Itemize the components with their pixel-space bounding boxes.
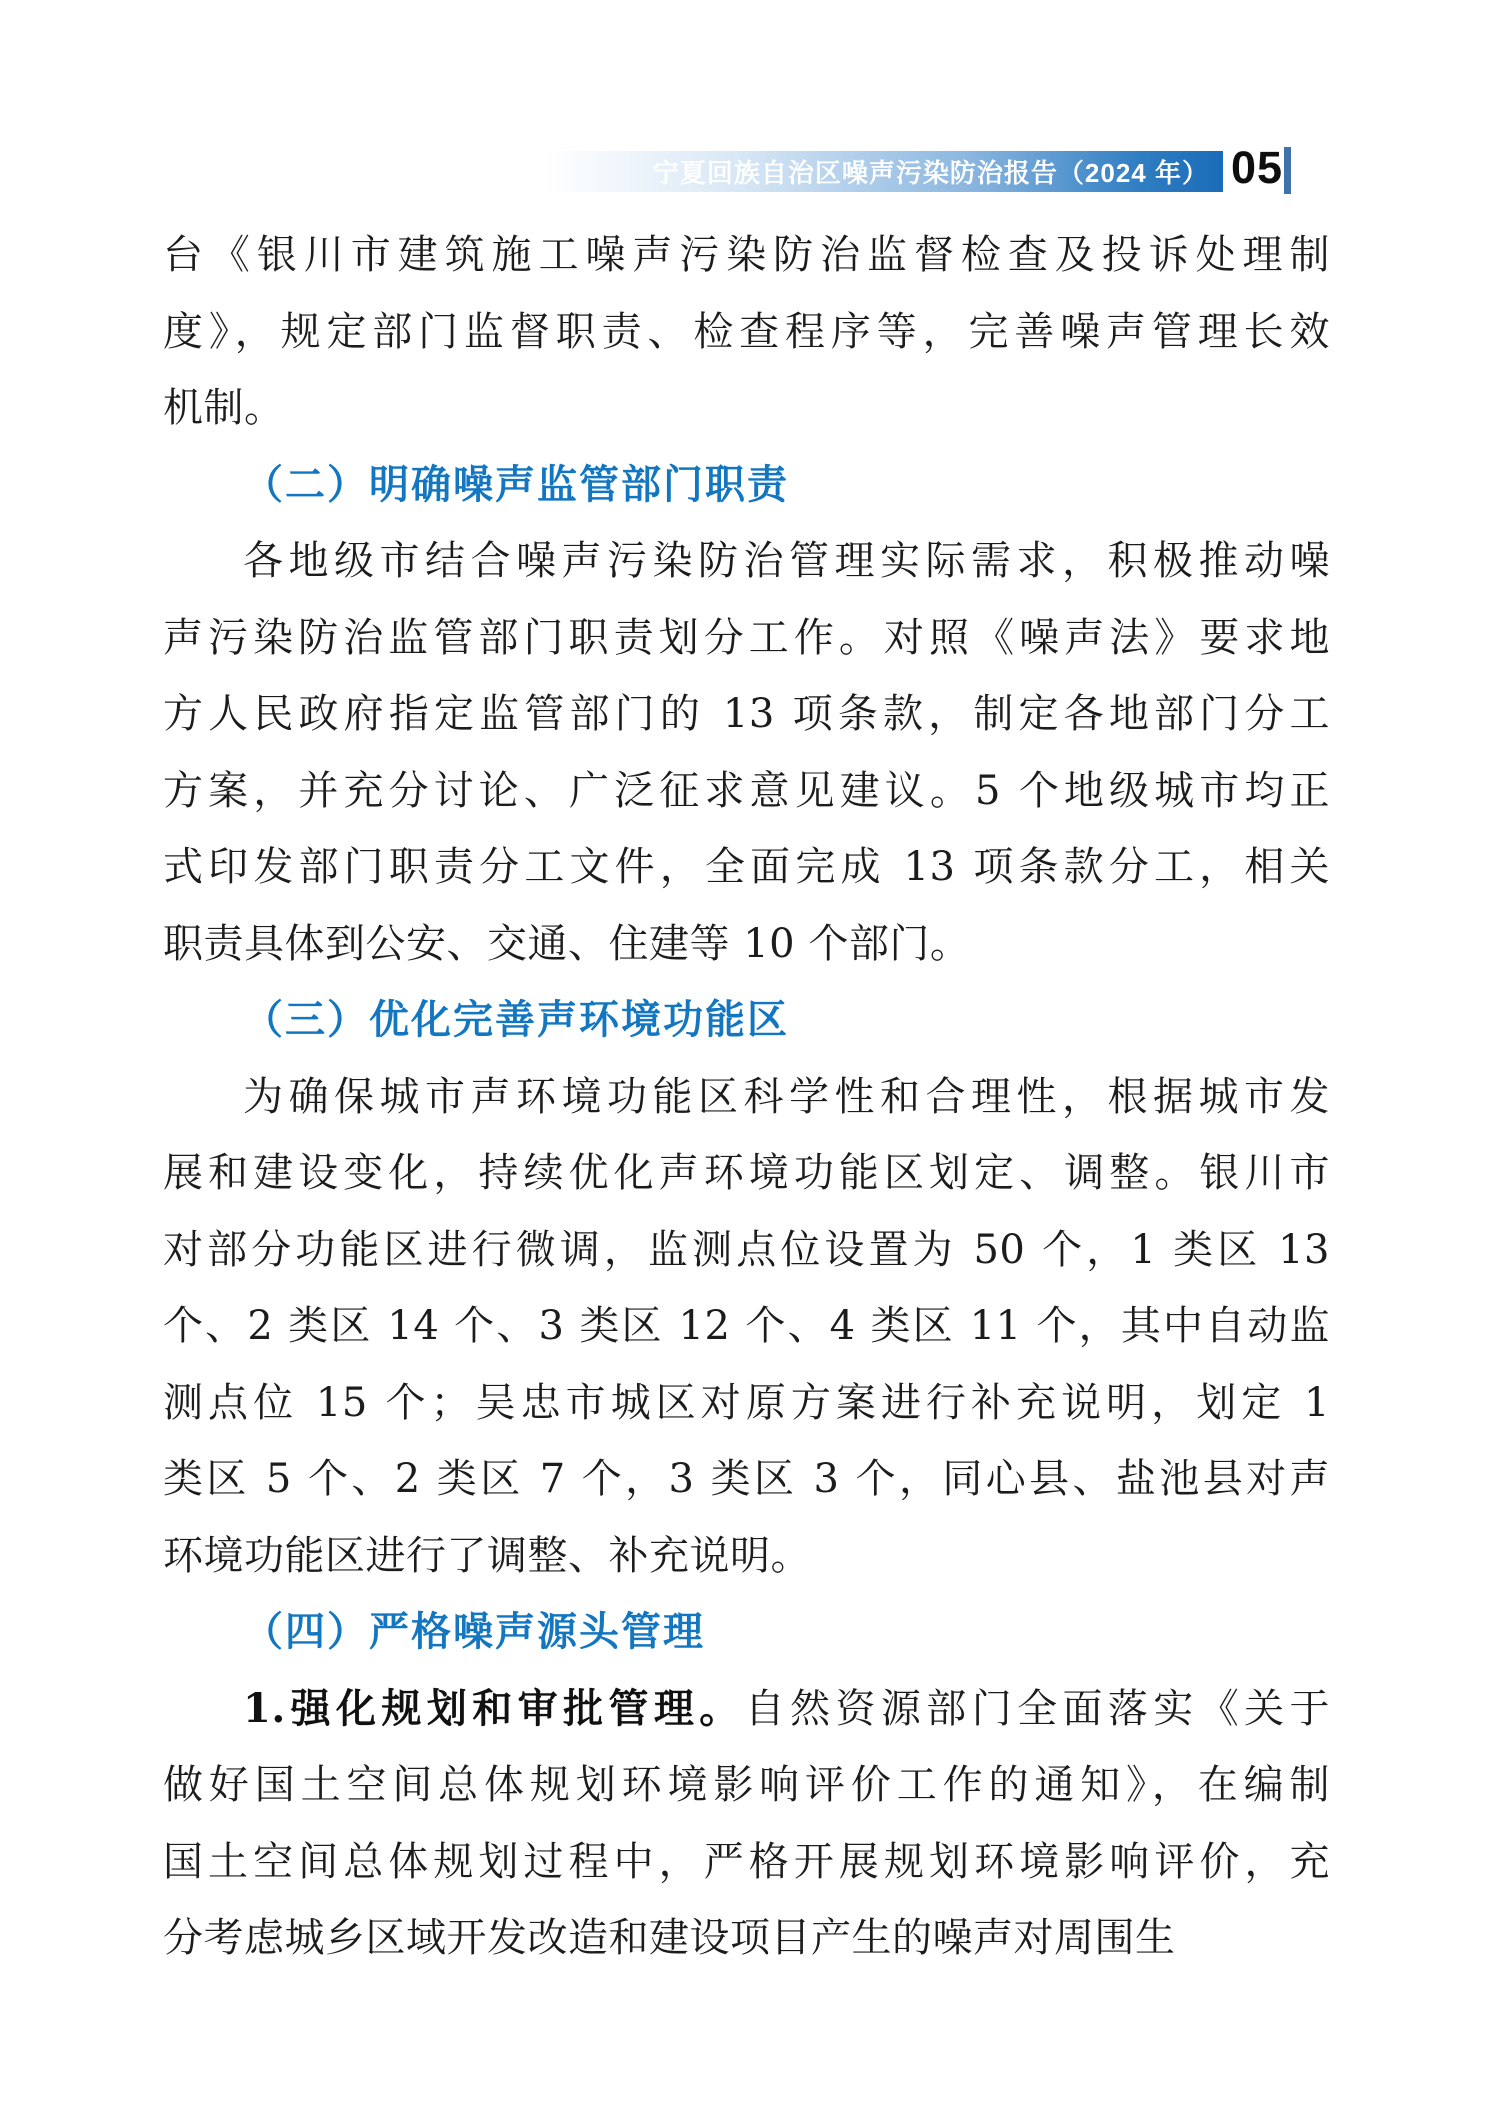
body-text-line: 对部分功能区进行微调，监测点位设置为 50 个，1 类区 13 bbox=[163, 1226, 1330, 1273]
section-heading: （四）严格噪声源头管理 bbox=[243, 1608, 705, 1655]
body-text-line: 式印发部门职责分工文件，全面完成 13 项条款分工，相关 bbox=[163, 844, 1330, 890]
body-text-line: 职责具体到公安、交通、住建等 10 个部门。 bbox=[163, 920, 971, 967]
body-text-line: 度》，规定部门监督职责、检查程序等，完善噪声管理长效 bbox=[163, 308, 1330, 355]
page-header-bar bbox=[545, 151, 1223, 192]
body-text-line: 环境功能区进行了调整、补充说明。 bbox=[163, 1532, 811, 1579]
document-body bbox=[163, 217, 1330, 1977]
report-title: 宁夏回族自治区噪声污染防治报告（2024 年） bbox=[652, 158, 1209, 188]
page-number: 05 bbox=[1231, 142, 1284, 193]
body-text-line: 方案，并充分讨论、广泛征求意见建议。5 个地级城市均正 bbox=[163, 767, 1330, 814]
body-text-line: 做好国土空间总体规划环境影响评价工作的通知》，在编制 bbox=[163, 1762, 1330, 1808]
bold-lead-text: 1.强化规划和审批管理。 bbox=[243, 1684, 745, 1732]
section-heading: （二）明确噪声监管部门职责 bbox=[243, 460, 789, 508]
body-text-line: 台《银川市建筑施工噪声污染防治监督检查及投诉处理制 bbox=[163, 232, 1330, 278]
body-text-line bbox=[163, 1671, 1330, 1748]
body-text-run: 自然资源部门全面落实《关于 bbox=[744, 1685, 1331, 1732]
section-heading: （三）优化完善声环境功能区 bbox=[243, 996, 789, 1043]
body-text-line: 各地级市结合噪声污染防治管理实际需求，积极推动噪 bbox=[243, 538, 1330, 584]
header-accent-bar bbox=[1284, 147, 1291, 194]
body-text-line: 个、2 类区 14 个、3 类区 12 个、4 类区 11 个，其中自动监 bbox=[163, 1303, 1330, 1349]
body-text-line: 国土空间总体规划过程中，严格开展规划环境影响评价，充 bbox=[163, 1838, 1330, 1885]
body-text-line: 方人民政府指定监管部门的 13 项条款，制定各地部门分工 bbox=[163, 691, 1330, 737]
body-text-line: 分考虑城乡区域开发改造和建设项目产生的噪声对周围生 bbox=[163, 1915, 1176, 1961]
body-text-line: 为确保城市声环境功能区科学性和合理性，根据城市发 bbox=[243, 1073, 1330, 1120]
body-text-line: 类区 5 个、2 类区 7 个，3 类区 3 个，同心县、盐池县对声 bbox=[163, 1456, 1330, 1502]
body-text-line: 声污染防治监管部门职责划分工作。对照《噪声法》要求地 bbox=[163, 614, 1330, 661]
body-text-line: 测点位 15 个；吴忠市城区对原方案进行补充说明，划定 1 bbox=[163, 1379, 1330, 1426]
body-text-line: 展和建设变化，持续优化声环境功能区划定、调整。银川市 bbox=[163, 1150, 1330, 1196]
body-text-line: 机制。 bbox=[163, 385, 285, 431]
